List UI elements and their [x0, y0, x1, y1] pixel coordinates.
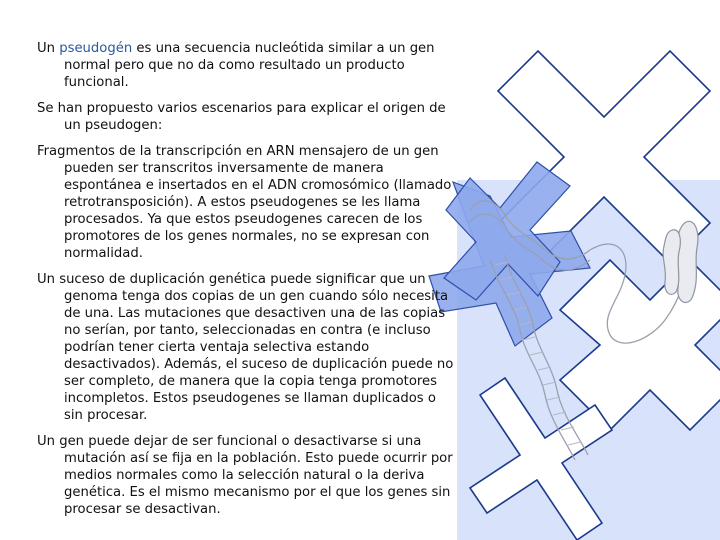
chromosome-illustration	[663, 221, 698, 302]
paragraph-definition-text: es una secuencia nucleótida similar a un gen normal pero que no da como resultado un producto funcional.	[64, 41, 435, 90]
slide-text	[37, 40, 457, 527]
paragraph-mutation: Un gen puede dejar de ser funcional o desactivarse si una mutación así se fija en la población. Esto puede ocurrir por medios normales como la selección natural o la deriva genética. Es el mismo mecanismo por el que los genes sin procesar se desactivan.	[37, 434, 453, 517]
paragraph-definition	[37, 40, 457, 91]
paragraph-retrotransposition: Fragmentos de la transcripción en ARN mensajero de un gen pueden ser transcritos inversamente de manera espontánea e insertados en el ADN cromosómico (llamado retrotransposición). A estos pseudogenes se les llama procesados. Ya que estos pseudogenes carecen de los promotores de los genes normales, no se expresan con normalidad.	[37, 144, 452, 261]
term-pseudogen: pseudogén	[59, 41, 133, 56]
paragraph-scenarios: Se han propuesto varios escenarios para explicar el origen de un pseudogen:	[37, 101, 446, 133]
paragraph-lead: Un	[37, 41, 60, 56]
paragraph-duplication: Un suceso de duplicación genética puede significar que un genoma tenga dos copias de un gen cuando sólo necesita de una. Las mutaciones que desactiven una de las copias no serían, por tanto, seleccionadas en contra (e incluso podrían tener cierta ventaja selectiva estando desactivados). Además, el suceso de duplicación puede no ser completo, de manera que la copia tenga promotores incompletos. Estos pseudogenes se llaman duplicados o sin procesar.	[37, 272, 454, 423]
